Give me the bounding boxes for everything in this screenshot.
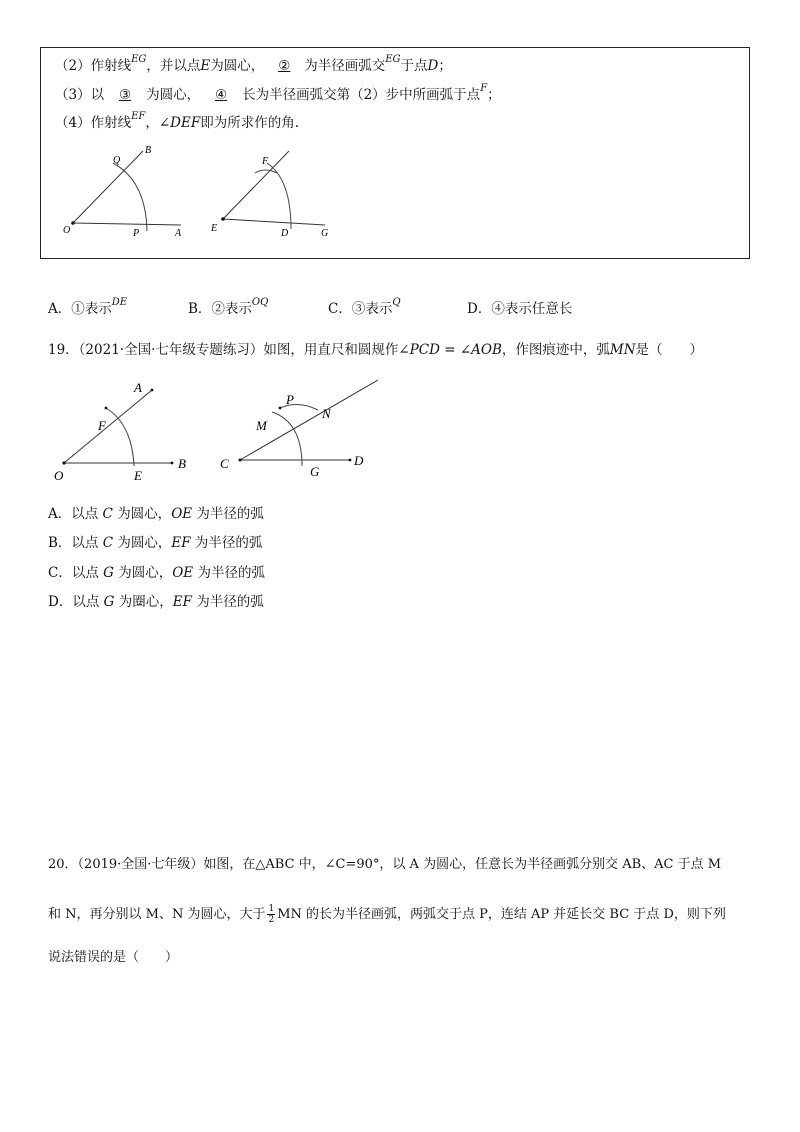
q20-line-3: 说法错误的是（ ） (48, 950, 179, 965)
q19-option-b: B．以点 C 为圆心，EF 为半径的弧 (48, 535, 263, 551)
fraction-one-half: $\frac{1}{2}$ (268, 904, 275, 925)
label-O: O (63, 225, 71, 236)
label-E: E (211, 223, 218, 234)
label-F: F (262, 156, 269, 167)
label-G: G (321, 228, 329, 239)
blank-3: ③ (119, 87, 132, 103)
blank-4: ④ (215, 87, 228, 103)
label-Q: Q (113, 155, 121, 166)
label-C: C (220, 456, 229, 471)
label-F: F (98, 418, 106, 433)
figure-angle-def-arc (209, 143, 379, 243)
label-B: B (145, 145, 152, 156)
label-A: A (175, 228, 182, 239)
q18-option-c: C．③表示$^Q$ (328, 297, 401, 317)
q18-option-a: A．①表示$^{DE}$ (48, 297, 128, 317)
label-E: E (134, 468, 142, 483)
q19-figure-aob (48, 372, 208, 484)
label-M: M (256, 418, 267, 433)
label-O: O (54, 468, 64, 483)
blank-2: ② (278, 58, 291, 74)
label-P: P (133, 228, 140, 239)
q18-option-d: D．④表示任意长 (467, 301, 573, 317)
label-D: D (281, 228, 289, 239)
label-G: G (310, 464, 320, 479)
label-P: P (286, 392, 294, 407)
label-D: D (354, 453, 364, 468)
step-2: （2）作射线$^{EG}$，并以点E为圆心， ② 为半径画弧交$^{EG}$于点D； (55, 54, 452, 74)
step-4: （4）作射线$^{EF}$，∠DEF即为所求作的角. (55, 111, 299, 131)
q19-option-c: C．以点 G 为圆心，OE 为半径的弧 (48, 565, 265, 581)
label-N: N (322, 406, 331, 421)
construction-steps-box (40, 47, 750, 259)
label-A: A (134, 380, 142, 395)
figure-angle-aob-arc (61, 143, 221, 243)
q20-line-2: 和 N，再分别以 M、N 为圆心，大于 $\frac{1}{2}$ MN 的长为半径画弧，两弧交于点 P，连结 AP 并延长交 BC 于点 D，则下列 (48, 904, 726, 925)
step-3: （3）以 ③ 为圆心， ④ 长为半径画弧交第（2）步中所画弧于点$^F$； (55, 83, 501, 103)
q18-option-b: B．②表示$^{OQ}$ (188, 297, 269, 317)
q20-line-1: 20．（2019·全国·七年级）如图，在△ABC 中，∠C=90°，以 A 为圆心，任意长为半径画弧分别交 AB、AC 于点 M (48, 857, 722, 872)
q19-option-d: D．以点 G 为圈心，EF 为半径的弧 (48, 594, 264, 610)
q19-option-a: A．以点 C 为圆心，OE 为半径的弧 (48, 506, 264, 522)
q19-figure-pcd (212, 372, 382, 484)
label-B: B (178, 456, 186, 471)
q19-stem: 19．（2021·全国·七年级专题练习）如图，用直尺和圆规作∠PCD = ∠AOB，作图痕迹中，弧MN是（ ） (48, 342, 704, 358)
